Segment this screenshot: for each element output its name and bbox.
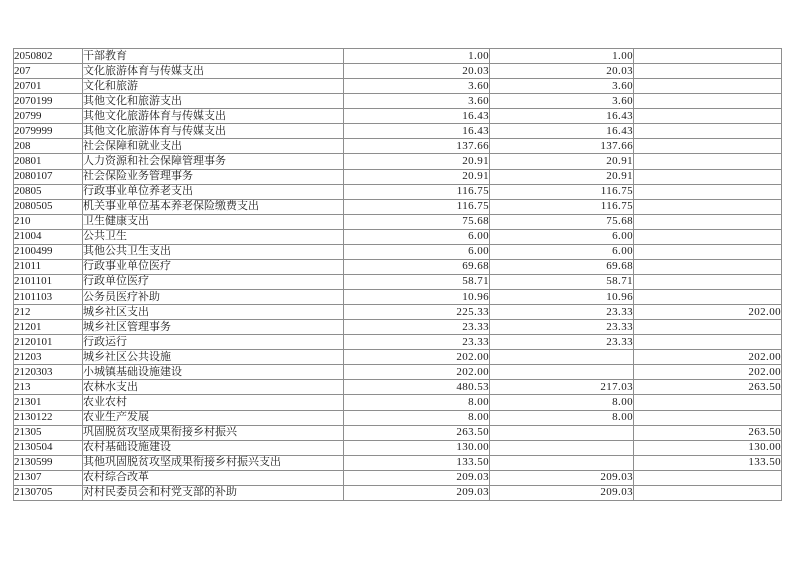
cell-amount-col2 (490, 350, 634, 365)
cell-budget-code: 2070199 (14, 94, 83, 109)
cell-budget-code: 20801 (14, 154, 83, 169)
cell-budget-code: 2080107 (14, 169, 83, 184)
cell-amount-total: 16.43 (344, 109, 490, 124)
cell-amount-col2: 69.68 (490, 259, 634, 274)
cell-budget-code: 2120303 (14, 365, 83, 380)
cell-budget-code: 208 (14, 139, 83, 154)
cell-amount-total: 202.00 (344, 350, 490, 365)
table-row (14, 410, 782, 425)
table-body (14, 49, 782, 501)
cell-amount-total: 8.00 (344, 395, 490, 410)
cell-amount-col2: 8.00 (490, 410, 634, 425)
cell-amount-col3: 202.00 (634, 365, 782, 380)
cell-amount-col3 (634, 485, 782, 500)
cell-amount-total: 3.60 (344, 79, 490, 94)
cell-amount-col2: 3.60 (490, 79, 634, 94)
cell-amount-total: 58.71 (344, 274, 490, 289)
cell-budget-code: 2101103 (14, 290, 83, 305)
table-row (14, 49, 782, 64)
cell-budget-code: 2130705 (14, 485, 83, 500)
cell-budget-code: 20799 (14, 109, 83, 124)
cell-amount-col2: 23.33 (490, 335, 634, 350)
cell-amount-total: 69.68 (344, 259, 490, 274)
table-row (14, 440, 782, 455)
table-row (14, 380, 782, 395)
cell-budget-code: 213 (14, 380, 83, 395)
table-row (14, 154, 782, 169)
cell-amount-total: 16.43 (344, 124, 490, 139)
cell-amount-col2: 20.91 (490, 154, 634, 169)
cell-item-name: 其他巩固脱贫攻坚成果衔接乡村振兴支出 (83, 455, 344, 470)
table-row (14, 290, 782, 305)
cell-amount-total: 20.91 (344, 169, 490, 184)
cell-amount-col3 (634, 139, 782, 154)
cell-item-name: 对村民委员会和村党支部的补助 (83, 485, 344, 500)
cell-amount-col3 (634, 470, 782, 485)
table-row (14, 229, 782, 244)
cell-amount-col2: 116.75 (490, 184, 634, 199)
cell-amount-col2: 20.03 (490, 64, 634, 79)
table-row (14, 244, 782, 259)
cell-budget-code: 2080505 (14, 199, 83, 214)
cell-item-name: 行政事业单位医疗 (83, 259, 344, 274)
cell-amount-total: 10.96 (344, 290, 490, 305)
table-row (14, 470, 782, 485)
table-row (14, 184, 782, 199)
cell-amount-col2 (490, 440, 634, 455)
cell-amount-col2: 6.00 (490, 229, 634, 244)
table-row (14, 335, 782, 350)
cell-amount-col2: 1.00 (490, 49, 634, 64)
cell-amount-col2: 58.71 (490, 274, 634, 289)
cell-amount-col2: 6.00 (490, 244, 634, 259)
cell-item-name: 农村综合改革 (83, 470, 344, 485)
cell-budget-code: 2079999 (14, 124, 83, 139)
cell-budget-code: 21004 (14, 229, 83, 244)
table-row (14, 214, 782, 229)
cell-item-name: 农业农村 (83, 395, 344, 410)
cell-budget-code: 2130122 (14, 410, 83, 425)
cell-item-name: 行政运行 (83, 335, 344, 350)
cell-item-name: 其他文化旅游体育与传媒支出 (83, 124, 344, 139)
cell-budget-code: 20701 (14, 79, 83, 94)
cell-amount-col2 (490, 455, 634, 470)
cell-amount-total: 137.66 (344, 139, 490, 154)
table-row (14, 79, 782, 94)
table-row (14, 139, 782, 154)
cell-amount-total: 116.75 (344, 199, 490, 214)
cell-amount-col3 (634, 79, 782, 94)
cell-amount-col3 (634, 49, 782, 64)
cell-budget-code: 21203 (14, 350, 83, 365)
table-row (14, 350, 782, 365)
cell-amount-col2: 8.00 (490, 395, 634, 410)
cell-amount-col3 (634, 64, 782, 79)
table-row (14, 365, 782, 380)
cell-amount-col3: 130.00 (634, 440, 782, 455)
cell-amount-total: 6.00 (344, 244, 490, 259)
cell-amount-col3 (634, 184, 782, 199)
cell-amount-col3: 202.00 (634, 305, 782, 320)
cell-item-name: 文化旅游体育与传媒支出 (83, 64, 344, 79)
cell-amount-total: 202.00 (344, 365, 490, 380)
cell-amount-col2: 16.43 (490, 109, 634, 124)
cell-item-name: 城乡社区管理事务 (83, 320, 344, 335)
cell-budget-code: 207 (14, 64, 83, 79)
cell-item-name: 机关事业单位基本养老保险缴费支出 (83, 199, 344, 214)
cell-budget-code: 21201 (14, 320, 83, 335)
cell-item-name: 城乡社区公共设施 (83, 350, 344, 365)
cell-amount-total: 130.00 (344, 440, 490, 455)
cell-amount-col3: 263.50 (634, 425, 782, 440)
table-row (14, 259, 782, 274)
cell-amount-total: 263.50 (344, 425, 490, 440)
table-row (14, 109, 782, 124)
cell-amount-col3 (634, 199, 782, 214)
table-row (14, 485, 782, 500)
cell-budget-code: 2100499 (14, 244, 83, 259)
cell-amount-total: 3.60 (344, 94, 490, 109)
cell-item-name: 其他文化旅游体育与传媒支出 (83, 109, 344, 124)
cell-budget-code: 21301 (14, 395, 83, 410)
cell-amount-col3 (634, 290, 782, 305)
cell-amount-total: 209.03 (344, 485, 490, 500)
cell-amount-col3 (634, 410, 782, 425)
cell-budget-code: 212 (14, 305, 83, 320)
cell-amount-col2 (490, 365, 634, 380)
cell-budget-code: 210 (14, 214, 83, 229)
cell-amount-col2: 116.75 (490, 199, 634, 214)
cell-budget-code: 2050802 (14, 49, 83, 64)
cell-amount-total: 6.00 (344, 229, 490, 244)
table-row (14, 94, 782, 109)
budget-expenditure-table (13, 48, 782, 501)
cell-item-name: 干部教育 (83, 49, 344, 64)
cell-item-name: 其他公共卫生支出 (83, 244, 344, 259)
cell-amount-total: 23.33 (344, 335, 490, 350)
cell-amount-col3 (634, 274, 782, 289)
cell-budget-code: 21011 (14, 259, 83, 274)
cell-amount-col3 (634, 395, 782, 410)
table-row (14, 455, 782, 470)
cell-amount-col2: 75.68 (490, 214, 634, 229)
cell-amount-col2: 3.60 (490, 94, 634, 109)
budget-table-container (13, 48, 782, 501)
cell-amount-col2: 209.03 (490, 485, 634, 500)
cell-amount-col2: 137.66 (490, 139, 634, 154)
cell-item-name: 农林水支出 (83, 380, 344, 395)
cell-item-name: 文化和旅游 (83, 79, 344, 94)
cell-amount-col2: 217.03 (490, 380, 634, 395)
table-row (14, 124, 782, 139)
table-row (14, 64, 782, 79)
cell-amount-col3: 133.50 (634, 455, 782, 470)
cell-item-name: 行政事业单位养老支出 (83, 184, 344, 199)
cell-budget-code: 21307 (14, 470, 83, 485)
cell-amount-total: 209.03 (344, 470, 490, 485)
cell-item-name: 农村基础设施建设 (83, 440, 344, 455)
cell-amount-col2: 209.03 (490, 470, 634, 485)
cell-item-name: 小城镇基础设施建设 (83, 365, 344, 380)
cell-amount-col3 (634, 229, 782, 244)
cell-amount-col2: 10.96 (490, 290, 634, 305)
cell-amount-total: 225.33 (344, 305, 490, 320)
cell-amount-col3 (634, 259, 782, 274)
cell-amount-col2: 16.43 (490, 124, 634, 139)
cell-budget-code: 2101101 (14, 274, 83, 289)
cell-budget-code: 20805 (14, 184, 83, 199)
cell-amount-total: 20.91 (344, 154, 490, 169)
cell-item-name: 卫生健康支出 (83, 214, 344, 229)
cell-amount-total: 1.00 (344, 49, 490, 64)
table-row (14, 395, 782, 410)
cell-item-name: 公务员医疗补助 (83, 290, 344, 305)
cell-item-name: 公共卫生 (83, 229, 344, 244)
cell-amount-col3 (634, 154, 782, 169)
table-row (14, 425, 782, 440)
cell-amount-col3 (634, 94, 782, 109)
cell-amount-total: 8.00 (344, 410, 490, 425)
cell-amount-col3: 263.50 (634, 380, 782, 395)
cell-budget-code: 21305 (14, 425, 83, 440)
cell-amount-col3 (634, 214, 782, 229)
cell-amount-total: 75.68 (344, 214, 490, 229)
cell-item-name: 社会保障和就业支出 (83, 139, 344, 154)
cell-item-name: 农业生产发展 (83, 410, 344, 425)
cell-item-name: 行政单位医疗 (83, 274, 344, 289)
table-row (14, 199, 782, 214)
cell-item-name: 巩固脱贫攻坚成果衔接乡村振兴 (83, 425, 344, 440)
table-row (14, 169, 782, 184)
cell-amount-total: 116.75 (344, 184, 490, 199)
table-row (14, 305, 782, 320)
cell-amount-col2: 23.33 (490, 320, 634, 335)
cell-amount-col3 (634, 335, 782, 350)
cell-amount-col3 (634, 124, 782, 139)
cell-amount-col3: 202.00 (634, 350, 782, 365)
cell-item-name: 人力资源和社会保障管理事务 (83, 154, 344, 169)
cell-amount-total: 133.50 (344, 455, 490, 470)
cell-budget-code: 2130599 (14, 455, 83, 470)
cell-item-name: 社会保险业务管理事务 (83, 169, 344, 184)
cell-budget-code: 2130504 (14, 440, 83, 455)
cell-amount-col3 (634, 320, 782, 335)
cell-amount-col3 (634, 169, 782, 184)
cell-amount-col2 (490, 425, 634, 440)
cell-amount-col3 (634, 109, 782, 124)
cell-item-name: 其他文化和旅游支出 (83, 94, 344, 109)
cell-amount-col3 (634, 244, 782, 259)
cell-amount-col2: 23.33 (490, 305, 634, 320)
cell-amount-total: 20.03 (344, 64, 490, 79)
table-row (14, 320, 782, 335)
cell-amount-col2: 20.91 (490, 169, 634, 184)
cell-amount-total: 480.53 (344, 380, 490, 395)
cell-amount-total: 23.33 (344, 320, 490, 335)
table-row (14, 274, 782, 289)
cell-budget-code: 2120101 (14, 335, 83, 350)
cell-item-name: 城乡社区支出 (83, 305, 344, 320)
